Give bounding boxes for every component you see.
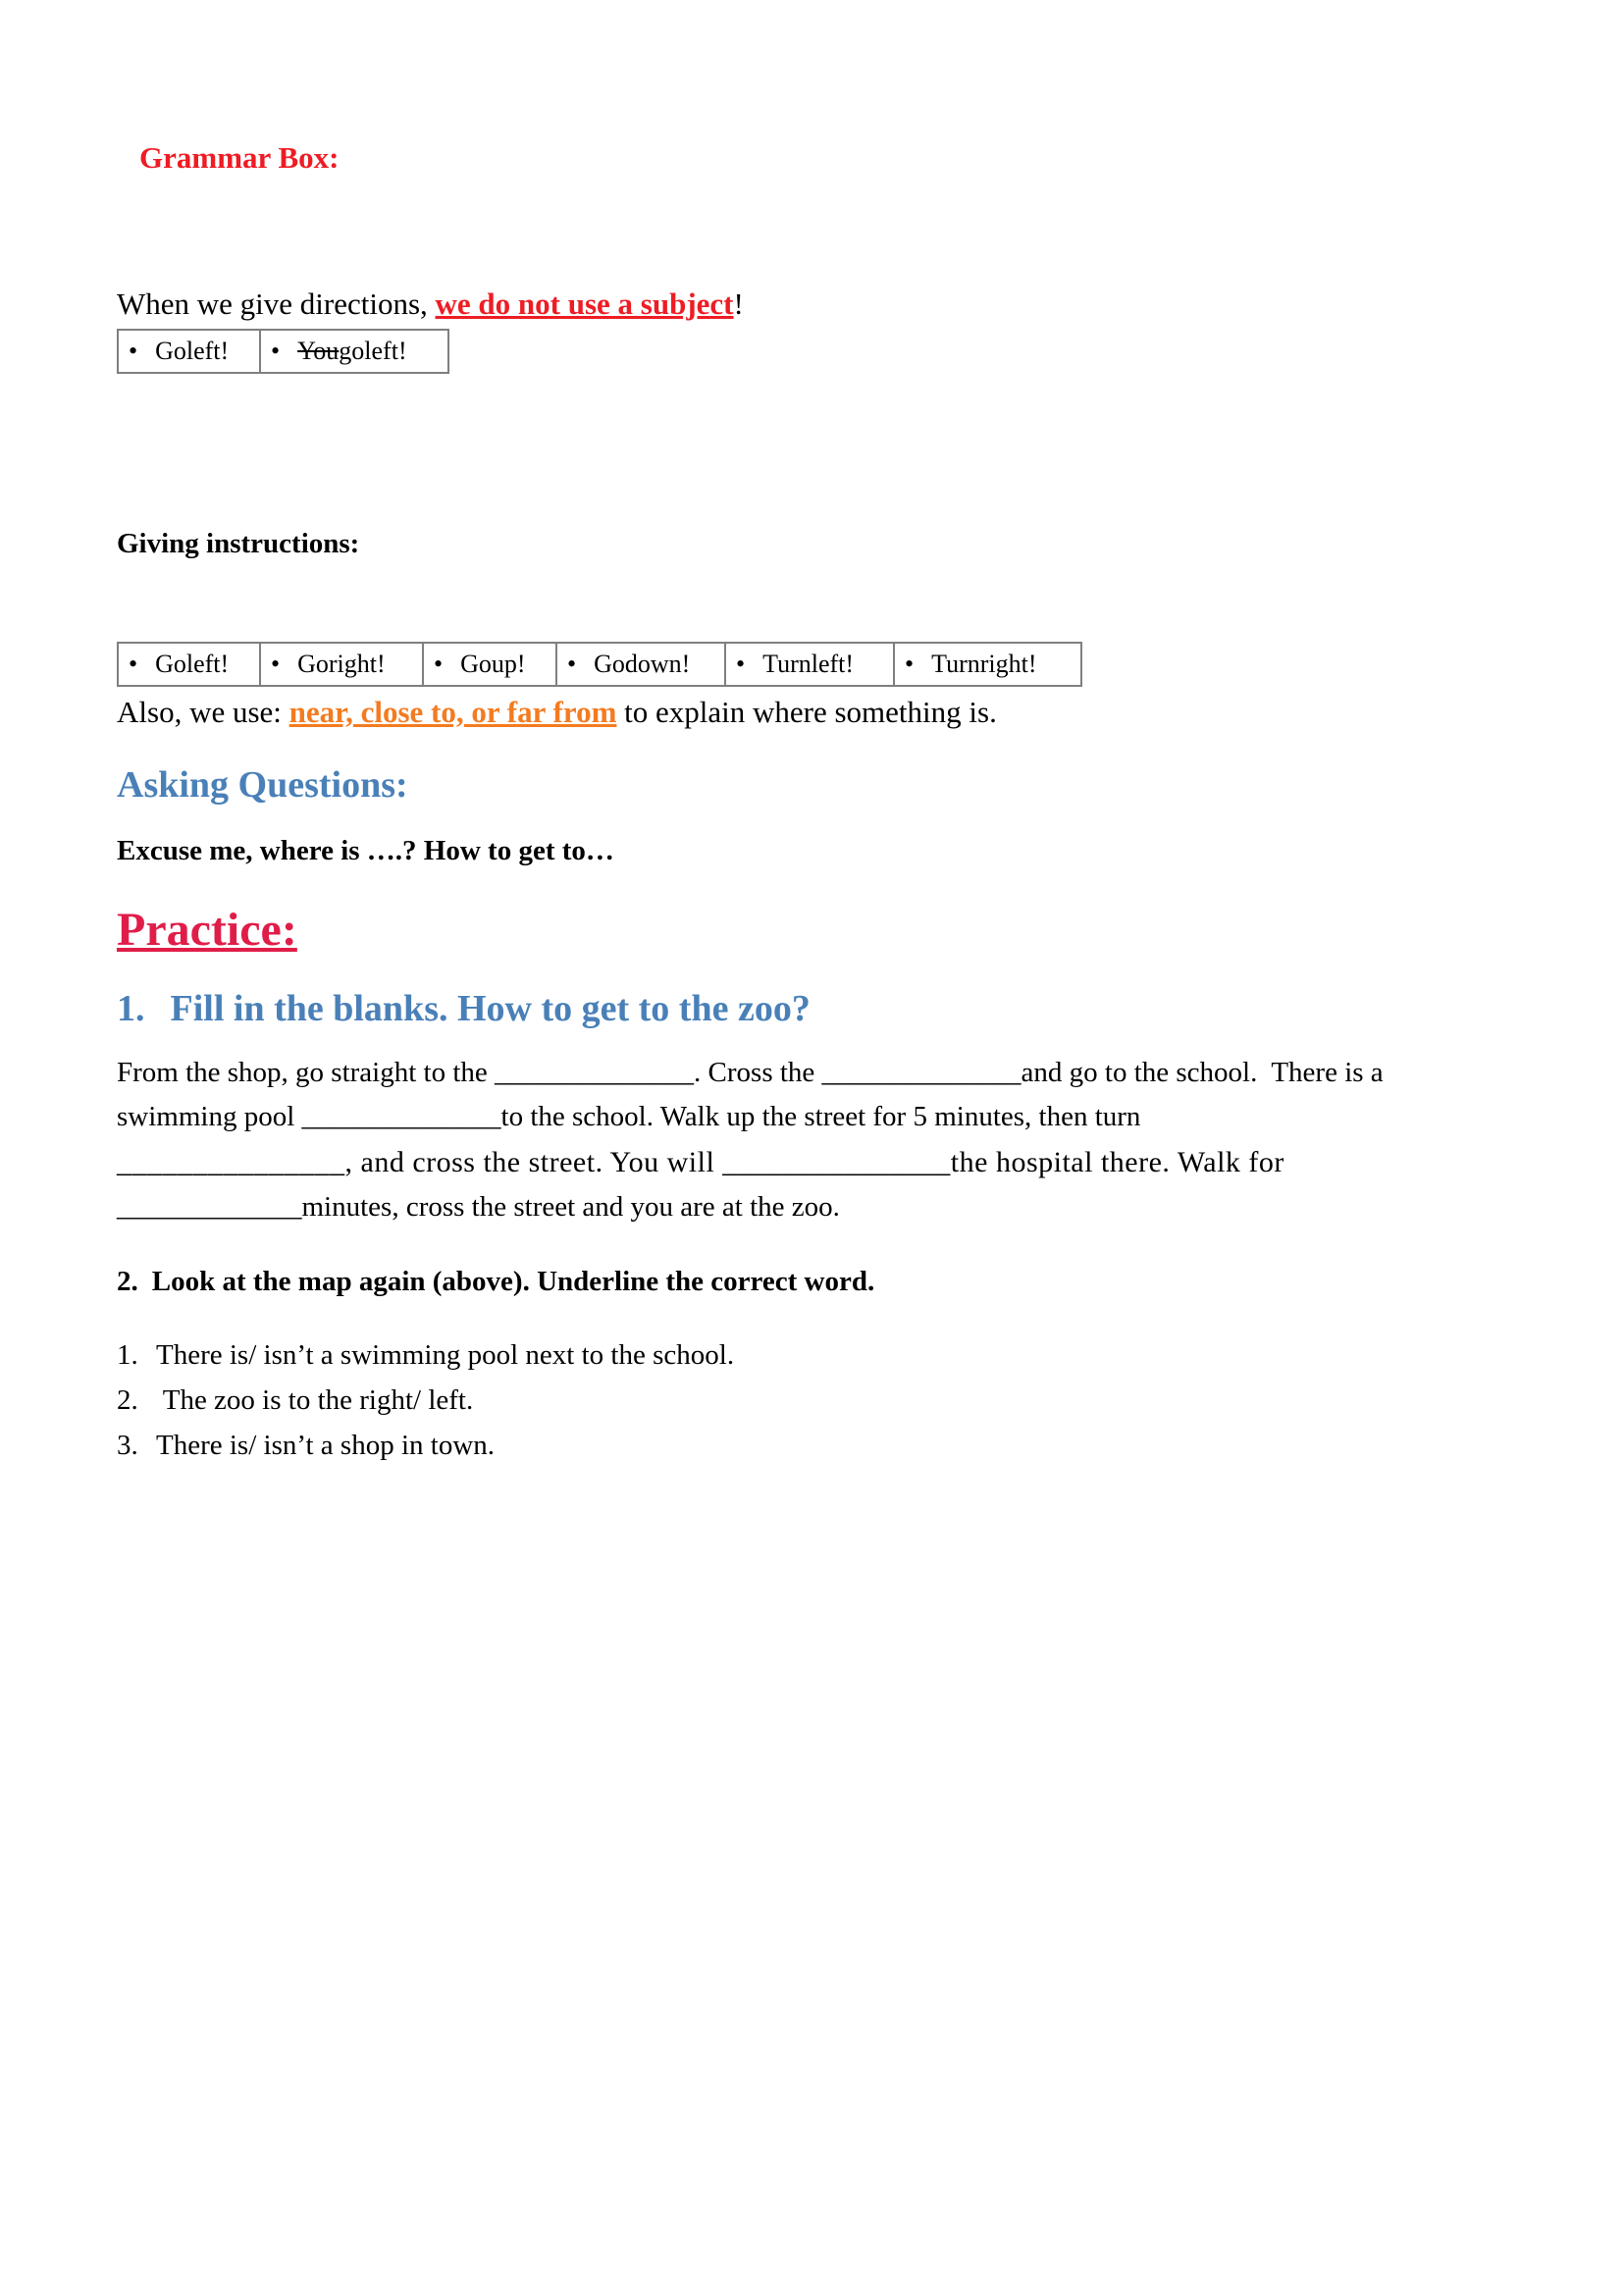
- instruction-text: Turnright!: [931, 650, 1037, 678]
- grammar-rule-suffix: !: [733, 287, 744, 321]
- bullet-icon: •: [905, 650, 915, 678]
- instruction-text: Goup!: [460, 650, 526, 678]
- example-struck-subject: You: [297, 337, 340, 365]
- instruction-cell: [118, 643, 260, 686]
- example-struck-rest: goleft!: [339, 337, 407, 365]
- also-we-use-line: [117, 695, 997, 730]
- grammar-box-title: Grammar Box:: [139, 140, 340, 175]
- bullet-icon: •: [434, 650, 444, 678]
- exercise1-line: swimming pool ______________to the school. Walk up the street for 5 minutes, then turn: [117, 1101, 1141, 1132]
- also-prefix: Also, we use:: [117, 695, 289, 729]
- list-item: [117, 1339, 734, 1372]
- instruction-cell: [423, 643, 556, 686]
- exercise1-line: _______________, and cross the street. You will _______________the hospital there. Walk for: [117, 1146, 1284, 1178]
- instruction-text: Goright!: [297, 650, 386, 678]
- grammar-examples-table: [117, 329, 449, 374]
- bullet-icon: •: [129, 650, 138, 678]
- list-item: [117, 1430, 495, 1462]
- asking-questions-line: Excuse me, where is ….? How to get to…: [117, 835, 614, 866]
- instruction-cell: [556, 643, 725, 686]
- instruction-text: Goleft!: [155, 650, 230, 678]
- list-item-text: There is/ isn’t a swimming pool next to the school.: [156, 1339, 735, 1371]
- list-item-number: 2.: [117, 1384, 138, 1416]
- giving-instructions-title: Giving instructions:: [117, 528, 360, 559]
- exercise1-title: [117, 987, 811, 1030]
- example-correct-cell: [118, 330, 260, 373]
- instruction-text: Godown!: [594, 650, 691, 678]
- exercise2-number: 2.: [117, 1266, 138, 1297]
- instructions-table: [117, 642, 1082, 687]
- list-item-number: 1.: [117, 1339, 138, 1371]
- instruction-cell: [260, 643, 423, 686]
- list-item: [117, 1384, 473, 1417]
- example-incorrect-cell: [260, 330, 448, 373]
- bullet-icon: •: [567, 650, 577, 678]
- grammar-rule-prefix: When we give directions,: [117, 287, 436, 321]
- grammar-rule-emphasis: we do not use a subject: [435, 287, 734, 321]
- list-item-text: The zoo is to the right/ left.: [156, 1384, 474, 1416]
- also-emphasis: near, close to, or far from: [288, 695, 617, 729]
- example-correct: Goleft!: [155, 337, 230, 365]
- exercise1-line: _____________minutes, cross the street and you are at the zoo.: [117, 1191, 840, 1223]
- bullet-icon: •: [271, 650, 281, 678]
- exercise1-number: 1.: [117, 988, 145, 1029]
- exercise1-line: From the shop, go straight to the ______________. Cross the ______________and go to the school. There is a: [117, 1057, 1384, 1088]
- also-suffix: to explain where something is.: [616, 695, 997, 729]
- exercise2-title-text: Look at the map again (above). Underline the correct word.: [151, 1266, 875, 1297]
- bullet-icon: •: [271, 337, 281, 365]
- bullet-icon: •: [129, 337, 138, 365]
- exercise2-title: [117, 1266, 874, 1298]
- asking-questions-title: Asking Questions:: [117, 764, 408, 806]
- instruction-text: Turnleft!: [762, 650, 855, 678]
- instruction-cell: [725, 643, 894, 686]
- instruction-cell: [894, 643, 1081, 686]
- list-item-number: 3.: [117, 1430, 138, 1461]
- exercise1-title-text: Fill in the blanks. How to get to the zoo?: [170, 988, 811, 1029]
- list-item-text: There is/ isn’t a shop in town.: [156, 1430, 496, 1461]
- bullet-icon: •: [736, 650, 746, 678]
- practice-title: Practice:: [117, 904, 297, 956]
- grammar-rule-line: [117, 287, 744, 322]
